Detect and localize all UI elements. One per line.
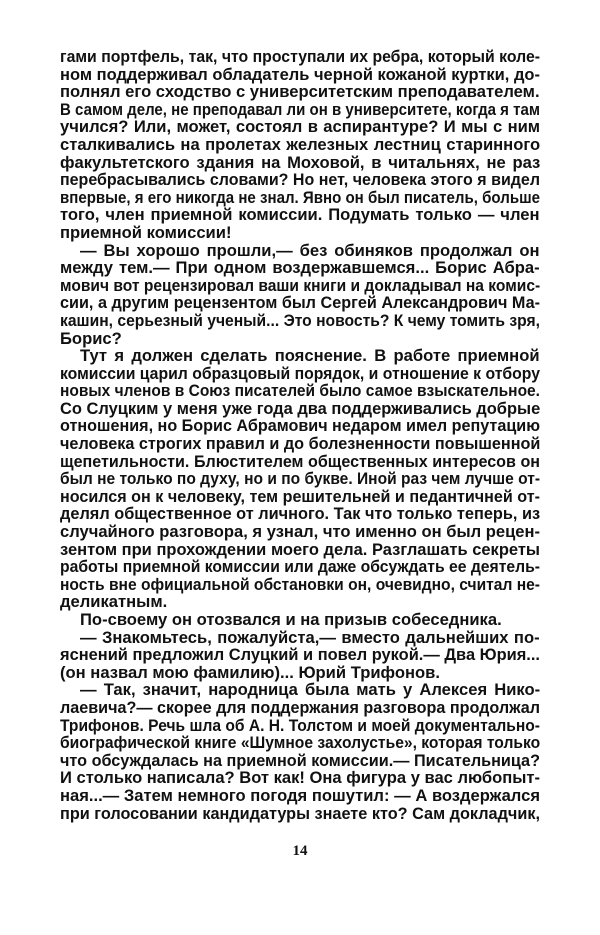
text-line: при голосовании кандидатуры знаете кто? Сам докладчик, xyxy=(60,803,540,823)
text-line: зентом при прохождении моего дела. Разглашать секреты xyxy=(60,539,540,559)
text-line: впервые, я его никогда не знал. Явно он был писатель, больше xyxy=(60,187,540,207)
text-line: отношения, но Борис Абрамович недаром имел репутацию xyxy=(60,416,540,436)
text-line: носился он к человеку, тем решительней и педантичней от- xyxy=(60,486,540,506)
text-line: сталкивались на пролетах железных лестниц старинного xyxy=(60,134,541,154)
text-line: что обсуждалась на приемной комиссии.— Писательница? xyxy=(60,750,540,770)
text-line: ность вне официальной обстановки он, очевидно, считал не- xyxy=(60,574,540,594)
text-line: человека строгих правил и до болезненности повышенной xyxy=(60,434,541,454)
text-line: новых членов в Союз писателей было самое взыскательное. xyxy=(60,381,540,401)
text-line: учился? Или, может, состоял в аспирантуре? И мы с ним xyxy=(60,117,541,137)
text-line: работы приемной комиссии или даже обсуждать ее деятель- xyxy=(60,557,540,577)
text-line: — Вы хорошо прошли,— без обиняков продолжал он xyxy=(80,240,540,260)
text-line: Трифонов. Речь шла об А. Н. Толстом и моей документально- xyxy=(60,715,540,735)
text-line: мович вот рецензировал ваши книги и докладывал на комис- xyxy=(60,275,541,295)
text-line: между тем.— При одном воздержавшемся... Борис Абра- xyxy=(60,258,540,278)
text-line: гами портфель, так, что проступали их ребра, который коле- xyxy=(60,47,540,66)
text-line: сии, а другим рецензентом был Сергей Александрович Ма- xyxy=(60,293,540,313)
text-line: кашин, серьезный ученый... Это новость? К чему томить зря, xyxy=(60,310,540,330)
text-line: перебрасывались словами? Но нет, человека этого я видел xyxy=(60,170,540,190)
text-line: ная...— Затем немного погодя пошутил: — А воздержался xyxy=(60,785,540,805)
text-line: яснений предложил Слуцкий и повел рукой.— Два Юрия... xyxy=(60,645,540,665)
text-line: лаевича?— скорее для поддержания разговора продолжал xyxy=(60,697,540,717)
text-line: был не только по духу, но и по букве. Иной раз чем лучше от- xyxy=(60,469,540,489)
text-line: комиссии царил образцовый порядок, и отношение к отбору xyxy=(60,363,540,383)
text-line: Тут я должен сделать пояснение. В работе приемной xyxy=(80,346,540,366)
text-line: случайного разговора, я узнал, что именно он был рецен- xyxy=(60,522,540,542)
book-page-text xyxy=(60,48,540,822)
text-line: Со Слуцким у меня уже года два поддерживались добрые xyxy=(60,398,541,418)
text-line: деликатным. xyxy=(60,592,168,612)
text-line: — Так, значит, народница была мать у Алексея Нико- xyxy=(80,680,541,700)
page-number: 14 xyxy=(292,843,308,859)
text-line: полнял его сходство с университетским преподавателем. xyxy=(60,82,540,102)
text-line: В самом деле, не преподавал ли он в университете, когда я там xyxy=(60,99,540,119)
text-line: И столько написала? Вот как! Она фигура у вас любопыт- xyxy=(60,768,541,788)
text-line: По-своему он отозвался и на призыв собеседника. xyxy=(80,610,502,629)
text-line: щепетильности. Блюстителем общественных интересов он xyxy=(60,451,540,471)
text-line: (он назвал мою фамилию)... Юрий Трифонов. xyxy=(60,662,440,682)
text-line: ном поддерживал обладатель черной кожаной куртки, до- xyxy=(60,64,540,84)
text-line: факультетского здания на Моховой, в читальнях, не раз xyxy=(60,152,541,172)
text-line: Борис? xyxy=(60,328,122,348)
text-line: — Знакомьтесь, пожалуйста,— вместо дальнейших по- xyxy=(80,627,540,647)
text-line: того, член приемной комиссии. Подумать только — член xyxy=(60,205,540,225)
text-line: биографической книге «Шумное захолустье», которая только xyxy=(60,733,541,753)
text-line: приемной комиссии! xyxy=(60,222,232,242)
text-line: делял общественное от личного. Так что только теперь, из xyxy=(60,504,541,524)
